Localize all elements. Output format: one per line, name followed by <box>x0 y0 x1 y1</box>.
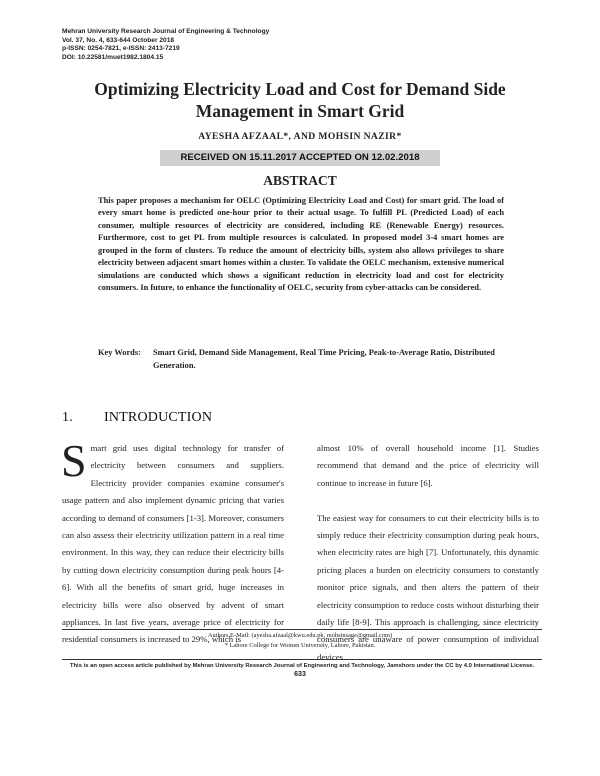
journal-header <box>62 28 269 62</box>
body-paragraph-left <box>61 435 284 649</box>
footer-divider-top <box>62 629 542 630</box>
paper-title <box>60 78 540 122</box>
journal-doi: DOI: 10.22581/muet1982.1804.15 <box>62 53 164 61</box>
dropcap: S <box>61 435 87 486</box>
author-affiliation: * Lahore College for Women University, Lahore, Pakistan. <box>224 642 376 649</box>
received-banner: RECEIVED ON 15.11.2017 ACCEPTED ON 12.02.2018 <box>160 150 440 166</box>
body-paragraph-right-1: almost 10% of overall household income [1]. Studies recommend that demand and the price of electricity will continue to increase in future [6]. <box>317 443 539 488</box>
journal-volume: Vol. 37, No. 4, 633-644 October 2018 <box>62 36 175 44</box>
section-title: INTRODUCTION <box>104 410 213 425</box>
body-paragraph-left-text: mart grid uses digital technology for transfer of electricity between consumers and suppliers. Electricity provider companies examine consumer's usage pattern and also implement dynamic pricing that varies according to demand of consumers [1-3]. Moreover, consumers can also assess their electricity utilization pattern in a real time environment. In this way, they can reduce their electricity bills by cutting down electricity consumption during peak hours [4-6]. With all the benefits of smart grid, huge increases in electricity bills were also observed by advent of smart appliances. In last five years, average price of electricity for residential consumers is increased to 29%, which is <box>62 443 284 645</box>
abstract-text: This paper proposes a mechanism for OELC (Optimizing Electricity Load and Cost) for smart grid. The load of every smart home is predicted one-hour prior to their actual usage. To fulfill PL (Predicted Load) of each consumer, multiple resources of electricity are considered, including RE (Renewable Energy) resources. Furthermore, cost to get PL from multiple resources is calculated. In proposed model 3-4 smart homes are grouped in the form of clusters. To reduce the amount of electricity bills, system also allows privileges to share electricity between adjacent smart homes within a cluster. To validate the OELC mechanism, extensive numerical simulations are conducted which shows a significant reduction in electricity load and cost for electricity consumers. In future, to enhance the functionality of OELC, security from cyber-attacks can be considered. <box>98 196 504 293</box>
footer-divider-bottom <box>62 659 542 660</box>
keywords-text: Smart Grid, Demand Side Management, Real Time Pricing, Peak-to-Average Ratio, Distributed Generation. <box>153 348 495 370</box>
paper-title-line2: Management in Smart Grid <box>195 101 405 121</box>
body-paragraph-right-2: The easiest way for consumers to cut their electricity bills is to simply reduce their electricity consumption during peak hours, when electricity rates are high [7]. Unfortunately, this dynamic pricing places a burden on electricity consumers to constantly monitor price signals, and then alters the pattern of their electricity consumption to reduce costs without disturbing their daily life [8-9]. This approach is challenging, since electricity consumers are unaware of power consumption of individual devices <box>317 512 539 662</box>
paragraph-gap <box>317 492 539 509</box>
section-number: 1. <box>62 410 73 425</box>
keywords <box>98 347 508 372</box>
journal-issn: p-ISSN: 0254-7821, e-ISSN: 2413-7219 <box>62 45 180 53</box>
page-number: 633 <box>294 671 306 678</box>
abstract-heading: ABSTRACT <box>263 173 337 188</box>
author-emails: Authors E-Mail: (ayesha.afzaal@kwu.edu.pk, mohsinsage@gmail.com) <box>207 632 393 639</box>
body-column-left <box>61 435 284 649</box>
section-heading <box>62 410 212 426</box>
paper-authors: AYESHA AFZAAL*, AND MOHSIN NAZIR* <box>198 131 402 142</box>
license-notice: This is an open access article published by Mehran University Research Journal of Engineering and Technology, Jamshoro under the CC by 4.0 International License. <box>69 663 535 669</box>
keywords-label: Key Words: <box>98 348 141 357</box>
journal-name: Mehran University Research Journal of Engineering & Technology <box>62 28 270 35</box>
paper-title-line1: Optimizing Electricity Load and Cost for Demand Side <box>94 79 506 99</box>
